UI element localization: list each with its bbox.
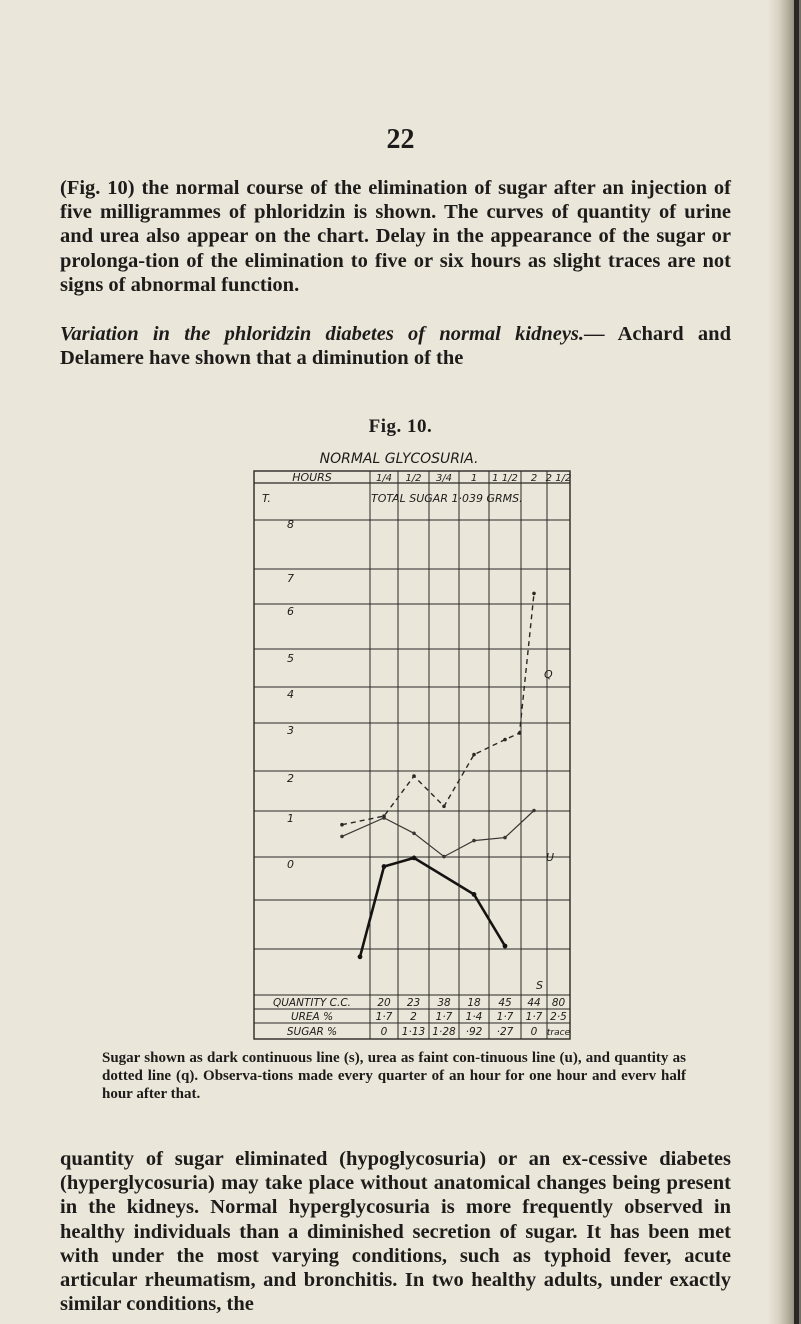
series-point-u — [532, 809, 536, 813]
figure-label: Fig. 10. — [368, 416, 433, 437]
y-tick-label: 6 — [287, 605, 294, 618]
table-row-label: QUANTITY C.C. — [272, 997, 352, 1009]
series-point-q — [442, 805, 446, 809]
table-cell: 45 — [498, 997, 512, 1009]
series-point-q — [472, 753, 476, 757]
series-line-q — [342, 593, 534, 824]
table-cell: trace — [546, 1028, 571, 1038]
hours-header: HOURS — [292, 471, 332, 484]
series-label-u: U — [546, 851, 555, 864]
series-point-s — [412, 856, 417, 861]
table-cell: 44 — [527, 997, 541, 1009]
series-point-q — [412, 774, 416, 778]
hour-tick-label: 2 1/2 — [545, 473, 572, 484]
series-label-s: S — [536, 979, 543, 992]
table-cell: 1·7 — [525, 1011, 543, 1023]
table-cell: 2·5 — [550, 1011, 567, 1023]
paragraph-2-heading: Variation in the phloridzin diabetes of normal kidneys. — [60, 323, 585, 345]
table-row-label: SUGAR % — [286, 1026, 338, 1038]
table-cell: 1·28 — [432, 1026, 456, 1038]
scale-label: T. — [262, 492, 271, 505]
hour-tick-label: 1 — [470, 473, 478, 484]
series-point-q — [382, 814, 386, 818]
table-cell: 23 — [406, 997, 421, 1009]
table-cell: 0 — [380, 1026, 388, 1038]
figure-caption: Sugar shown as dark continuous line (s), urea as faint con-tinuous line (u), and quantity as dotted line (q). Observa-tions made every quarter of an hour for one hour and everv half hour after that. — [102, 1050, 686, 1102]
hour-tick-label: 2 — [530, 473, 538, 484]
series-label-q: Q — [544, 668, 553, 681]
total-sugar-note: TOTAL SUGAR 1·039 GRMS. — [371, 492, 523, 505]
table-cell: 1·7 — [435, 1011, 453, 1023]
series-point-u — [442, 855, 446, 859]
y-tick-label: 1 — [287, 812, 294, 825]
table-cell: 1·7 — [496, 1011, 514, 1023]
series-point-q — [518, 731, 522, 735]
y-tick-label: 2 — [287, 772, 294, 785]
series-line-u — [342, 811, 534, 857]
table-cell: 80 — [551, 997, 566, 1009]
series-point-q — [532, 592, 536, 596]
hour-tick-label: 3/4 — [435, 473, 453, 484]
table-cell: 0 — [530, 1026, 538, 1038]
y-tick-label: 3 — [287, 724, 294, 737]
hour-tick-label: 1/2 — [405, 473, 422, 484]
paragraph-3: quantity of sugar eliminated (hypoglycosuria) or an ex-cessive diabetes (hyperglycosuria) may take place without anatomical changes being present in the kidneys. Normal hyperglycosuria is more frequently observed in healthy individuals than a diminished secretion of sugar. It has been met with under the most varying conditions, such as typhoid fever, acute articular rheumatism, and bronchitis. In two healthy adults, under exactly similar conditions, the — [60, 1148, 731, 1316]
table-cell: 1·4 — [465, 1011, 483, 1023]
series-point-q — [503, 738, 507, 742]
table-cell: 1·7 — [375, 1011, 393, 1023]
series-point-s — [503, 944, 508, 949]
chart-title: NORMAL GLYCOSURIA. — [319, 451, 479, 467]
series-point-u — [503, 836, 507, 840]
table-cell: 2 — [410, 1011, 417, 1023]
table-cell: 1·13 — [401, 1026, 426, 1038]
table-cell: ·27 — [496, 1026, 514, 1038]
series-point-s — [382, 864, 387, 869]
y-tick-label: 0 — [287, 858, 294, 871]
y-tick-label: 4 — [287, 688, 294, 701]
page-number: 22 — [386, 124, 415, 155]
series-point-s — [358, 954, 363, 959]
table-row-label: UREA % — [290, 1011, 334, 1023]
y-tick-label: 8 — [287, 518, 294, 531]
y-tick-label: 5 — [287, 652, 294, 665]
hour-tick-label: 1/4 — [375, 473, 393, 484]
table-cell: 38 — [437, 997, 451, 1009]
series-point-u — [340, 835, 344, 839]
series-point-u — [412, 832, 416, 836]
hour-tick-label: 1 1/2 — [492, 473, 518, 484]
series-point-q — [340, 823, 344, 827]
chart-frame — [254, 471, 570, 1039]
table-cell: ·92 — [465, 1026, 483, 1038]
paragraph-2-body: — Achard and Delamere have shown that a diminution of the — [60, 323, 731, 370]
paragraph-1: (Fig. 10) the normal course of the elimination of sugar after an injection of five milligrammes of phloridzin is shown. The curves of quantity of urine and urea also appear on the chart. Delay in the appearance of the sugar or prolonga-tion of the elimination to five or six hours as slight traces are not signs of abnormal function. — [60, 177, 731, 296]
series-point-s — [472, 892, 477, 897]
series-point-u — [472, 839, 476, 843]
table-cell: 20 — [377, 997, 391, 1009]
y-tick-label: 7 — [287, 572, 294, 585]
series-line-s — [360, 858, 505, 957]
table-cell: 18 — [467, 997, 481, 1009]
